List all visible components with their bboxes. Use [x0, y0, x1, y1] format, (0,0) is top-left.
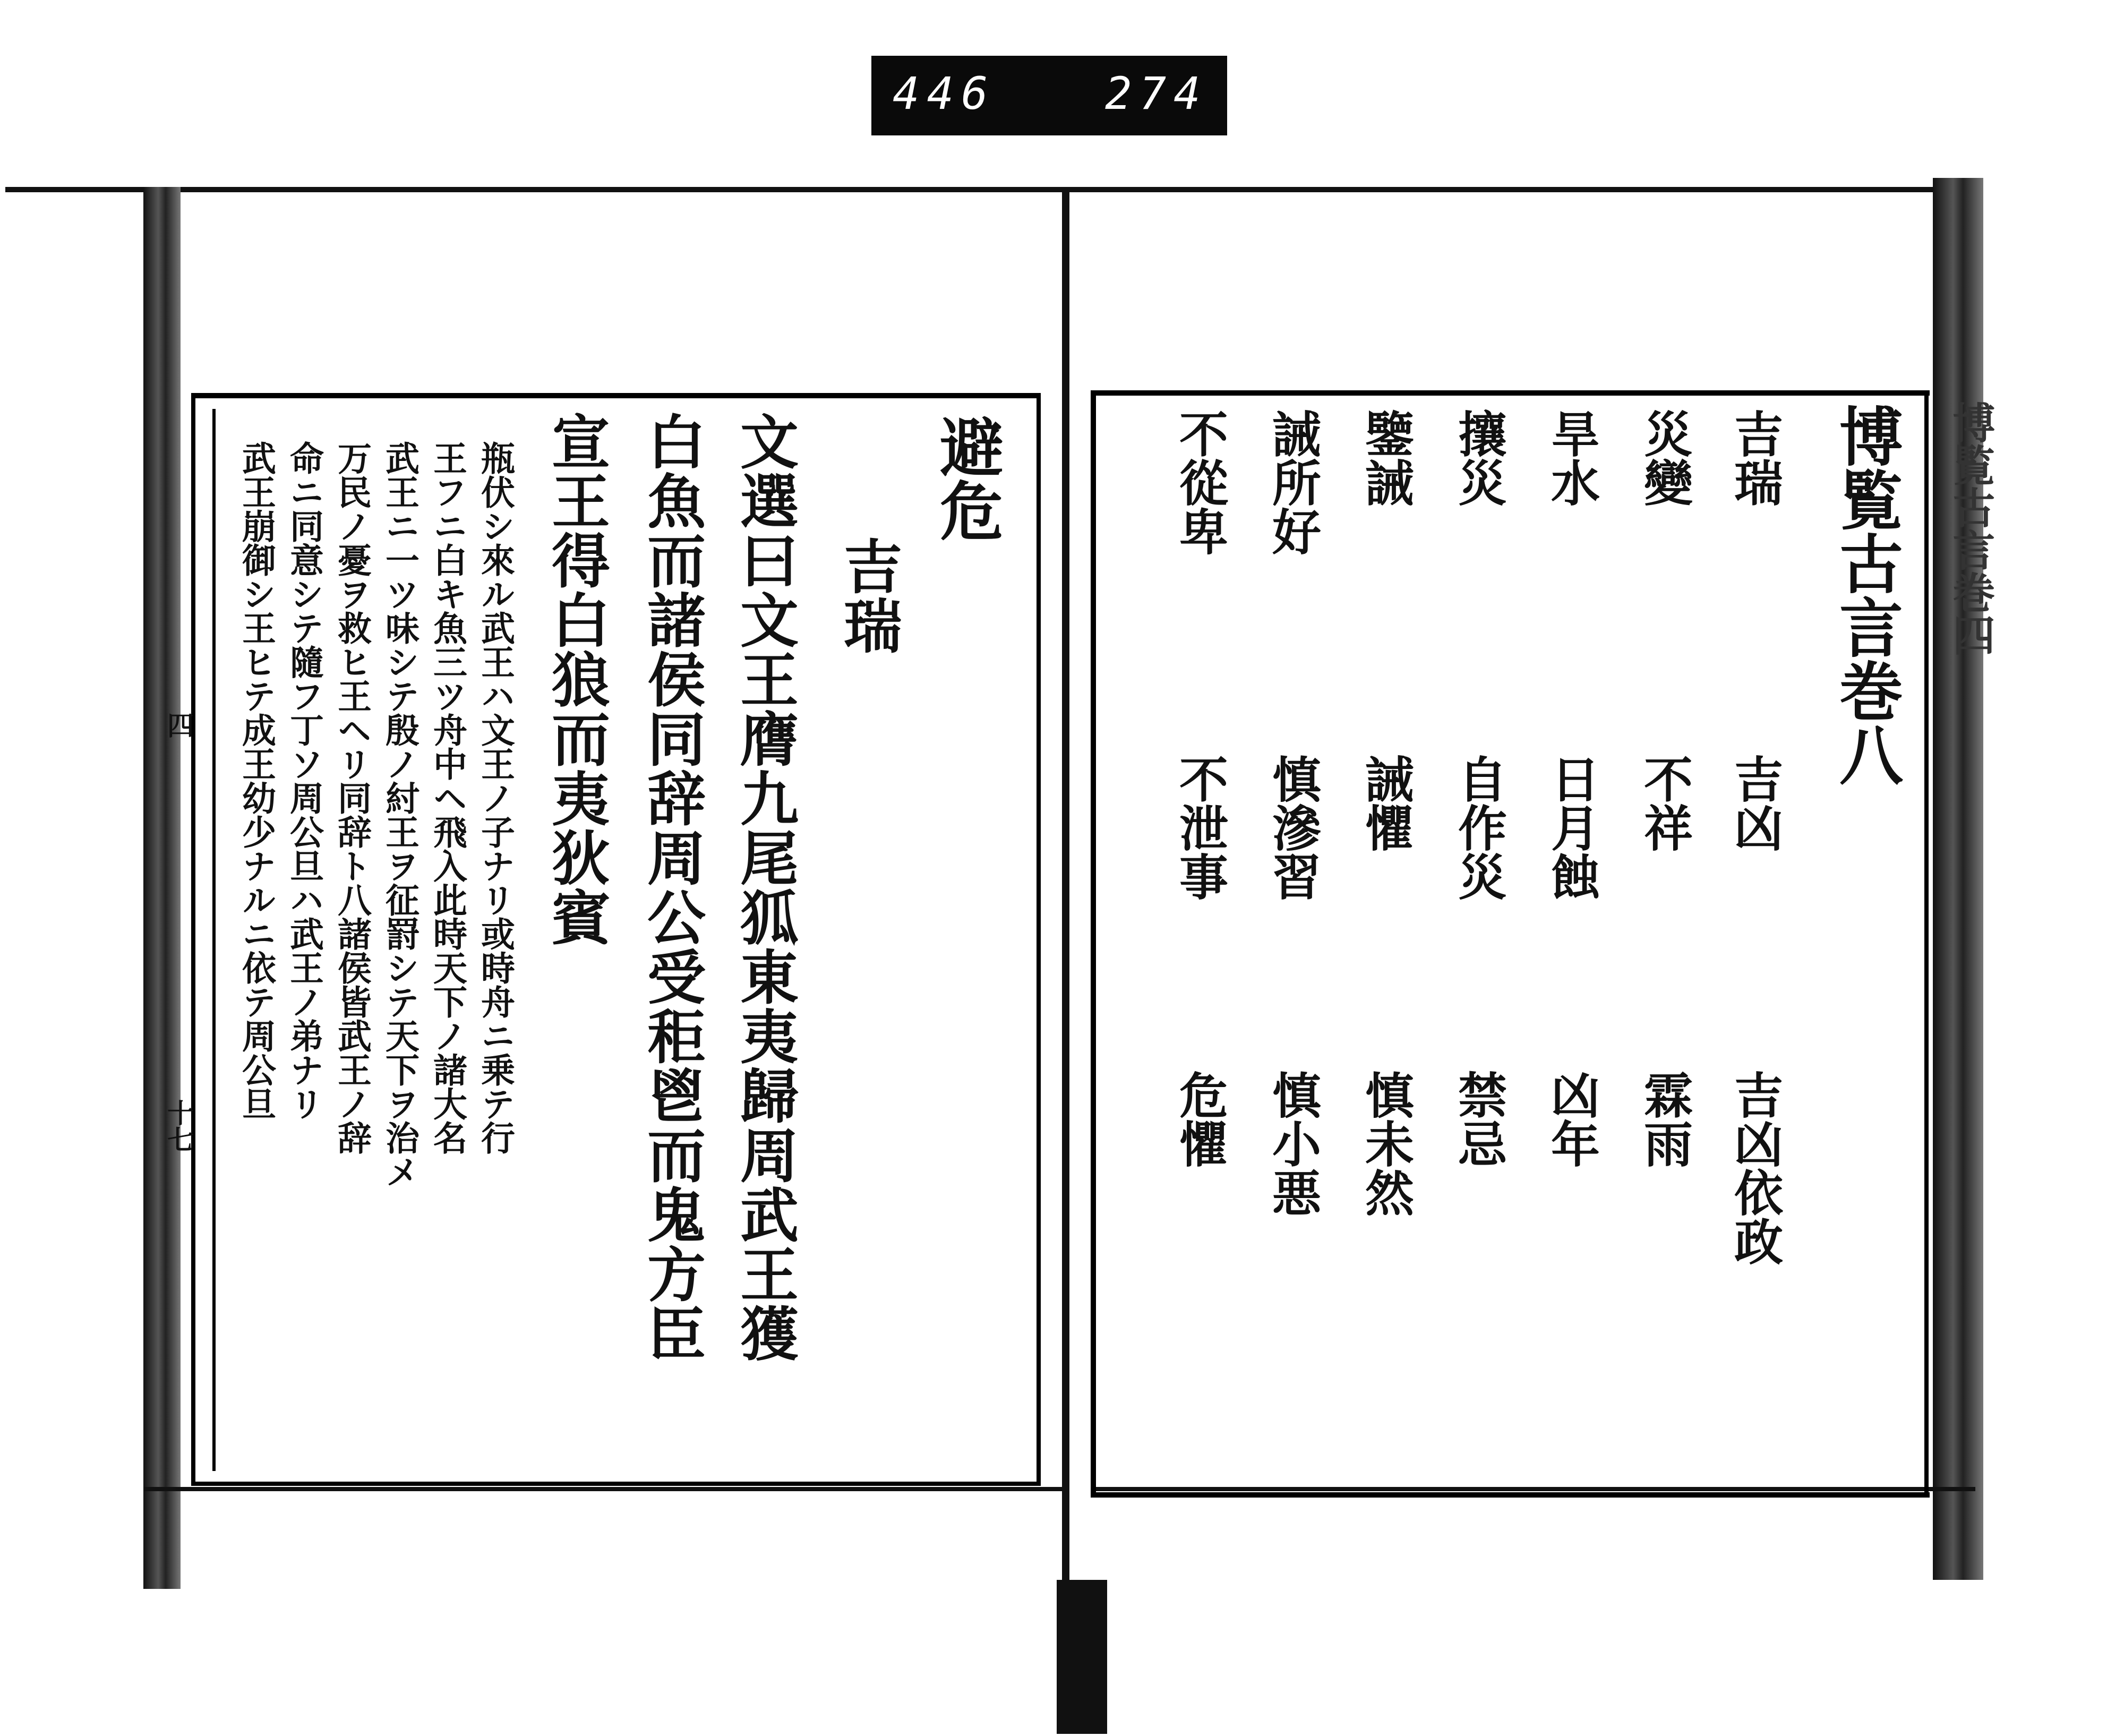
archive-label: [871, 56, 1227, 135]
left-frame-inner-left: [212, 409, 216, 1471]
left-margin-head: 避危: [929, 414, 1004, 542]
right-frame-bottom: [1091, 1492, 1930, 1498]
commentary-line-6: 武王崩御シ王ヒテ成王幼少ナルニ依テ周公旦: [236, 441, 276, 1121]
left-frame-right: [1037, 393, 1041, 1486]
entry-危懼: 危懼: [1171, 1070, 1229, 1168]
left-book-edge: [143, 187, 181, 1589]
gutter-block: [1057, 1580, 1107, 1734]
entry-不祥: 不祥: [1636, 754, 1693, 852]
commentary-line-2: 王フニ白キ魚三ツ舟中ヘ飛入此時天下ノ諸大名: [427, 441, 467, 1155]
entry-霖雨: 霖雨: [1636, 1070, 1693, 1168]
entry-慎未然: 慎未然: [1357, 1070, 1415, 1217]
text-line-3: 宣王得白狼而夷狄賓: [542, 412, 611, 947]
entry-慎滲習: 慎滲習: [1264, 754, 1322, 901]
commentary-line-4: 万民ノ憂ヲ救ヒ王ヘリ同辞ト八諸侯皆武王ノ辞: [332, 441, 372, 1155]
archive-label-right: 274: [1105, 67, 1208, 119]
text-line-1: 文選曰文王膺九尾狐東夷歸周武王獲: [731, 412, 799, 1363]
entry-誡所好: 誡所好: [1264, 409, 1322, 555]
entry-不從卑: 不從卑: [1171, 409, 1229, 555]
left-bottom-line: [143, 1487, 1067, 1491]
entry-旱水: 旱水: [1543, 409, 1600, 507]
volume-title: 博覧古言巻八: [1829, 404, 1904, 786]
gutter-line: [1062, 187, 1069, 1589]
page-top-line: [181, 189, 1933, 190]
right-frame-right: [1924, 390, 1929, 1498]
commentary-line-5: 命ニ同意シテ隨フ丁ソ周公旦ハ武王ノ弟ナリ: [284, 441, 324, 1121]
left-frame-bottom: [191, 1482, 1041, 1486]
right-frame-left: [1091, 390, 1096, 1498]
spine-mark-volume: 四: [163, 712, 194, 738]
edge-title: 博覧古言巻四: [1946, 401, 1995, 656]
entry-攘災: 攘災: [1450, 409, 1508, 507]
entry-誡懼: 誡懼: [1357, 754, 1415, 852]
entry-災變: 災變: [1636, 409, 1693, 507]
commentary-line-1: 瓶伏シ來ル武王ハ文王ノ子ナリ或時舟ニ乗テ行: [475, 441, 515, 1155]
right-bottom-line: [1094, 1487, 1975, 1491]
entry-不泄事: 不泄事: [1171, 754, 1229, 901]
left-category: 吉瑞: [834, 536, 903, 655]
entry-吉凶依政: 吉凶依政: [1726, 1070, 1784, 1265]
left-page: [181, 191, 1062, 1487]
spine-mark-folio: 十七: [163, 1099, 194, 1152]
entry-鑒誡: 鑒誡: [1357, 409, 1415, 507]
right-book-edge: [1933, 178, 1983, 1580]
text-line-2: 白魚而諸侯同辞周公受秬鬯而鬼方臣: [638, 412, 706, 1363]
entry-禁忌: 禁忌: [1450, 1070, 1508, 1168]
entry-慎小悪: 慎小悪: [1264, 1070, 1322, 1217]
entry-日月蝕: 日月蝕: [1543, 754, 1600, 901]
commentary-line-3: 武王ニ一ツ味シテ殷ノ紂王ヲ征罸シテ天下ヲ治メ: [380, 441, 419, 1188]
left-frame-left: [191, 393, 195, 1486]
entry-吉瑞: 吉瑞: [1726, 409, 1784, 507]
right-frame-top: [1091, 390, 1930, 396]
right-page: [1069, 191, 1995, 1487]
left-frame-top: [191, 393, 1041, 398]
entry-自作災: 自作災: [1450, 754, 1508, 901]
archive-label-left: 446: [893, 67, 996, 119]
entry-凶年: 凶年: [1543, 1070, 1600, 1168]
entry-吉凶: 吉凶: [1726, 754, 1784, 852]
